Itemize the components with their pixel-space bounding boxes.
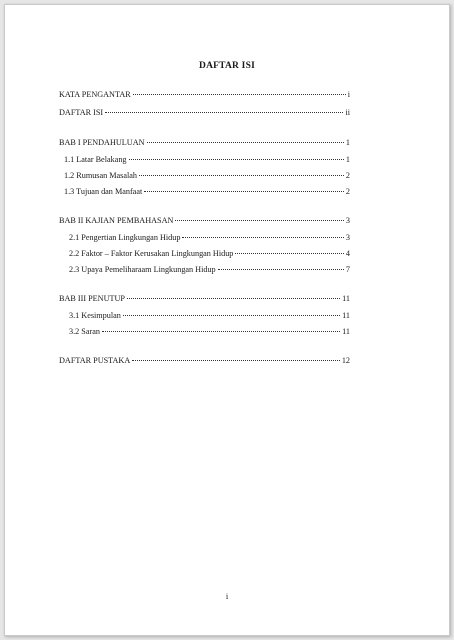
toc-entry-1-2 — [64, 171, 350, 181]
toc-entry-label: DAFTAR ISI — [59, 108, 104, 117]
toc-entry-daftar-pustaka — [59, 356, 350, 366]
toc-entry-2-3 — [69, 265, 350, 275]
toc-leader-dots — [127, 298, 340, 299]
page-number: i — [225, 591, 229, 601]
toc-entry-label: DAFTAR PUSTAKA — [59, 356, 131, 365]
toc-entry-page: 7 — [345, 265, 350, 274]
toc-entry-page: 2 — [345, 171, 350, 180]
toc-entry-page: 3 — [345, 216, 350, 225]
toc-entry-label: 1.2 Rumusan Masalah — [64, 171, 137, 180]
toc-entry-label: 2.1 Pengertian Lingkungan Hidup — [69, 233, 181, 242]
toc-entry-page: 11 — [342, 294, 350, 303]
document-page — [4, 4, 450, 636]
toc-entry-page: 11 — [342, 327, 350, 336]
toc-entry-page: ii — [345, 108, 350, 117]
toc-entry-label: 3.1 Kesimpulan — [69, 311, 121, 320]
toc-entry-bab-3 — [59, 294, 350, 304]
toc-entry-label: 1.3 Tujuan dan Manfaat — [64, 187, 143, 196]
toc-entry-3-2 — [69, 327, 350, 337]
page-title: DAFTAR ISI — [199, 61, 255, 71]
toc-entry-2-1 — [69, 233, 350, 243]
toc-entry-1-3 — [64, 187, 350, 197]
toc-entry-kata-pengantar — [59, 90, 350, 100]
toc-entry-3-1 — [69, 311, 350, 321]
toc-leader-dots — [147, 142, 344, 143]
toc-entry-page: 2 — [345, 187, 350, 196]
toc-entry-label: BAB I PENDAHULUAN — [59, 138, 145, 147]
toc-leader-dots — [235, 253, 344, 254]
toc-leader-dots — [105, 112, 343, 113]
toc-entry-label: 1.1 Latar Belakang — [64, 155, 127, 164]
toc-entry-label: BAB II KAJIAN PEMBAHASAN — [59, 216, 174, 225]
toc-leader-dots — [175, 220, 344, 221]
toc-leader-dots — [133, 94, 346, 95]
toc-entry-page: 3 — [345, 233, 350, 242]
toc-leader-dots — [129, 159, 344, 160]
toc-entry-1-1 — [64, 155, 350, 165]
toc-entry-label: KATA PENGANTAR — [59, 90, 131, 99]
toc-entry-label: 2.3 Upaya Pemeliharaam Lingkungan Hidup — [69, 265, 216, 274]
toc-entry-page: 12 — [341, 356, 350, 365]
toc-entry-page: 1 — [345, 138, 350, 147]
toc-leader-dots — [139, 175, 344, 176]
toc-entry-label: 3.2 Saran — [69, 327, 100, 336]
toc-entry-page: i — [347, 90, 350, 99]
toc-entry-2-2 — [69, 249, 350, 259]
toc-leader-dots — [132, 360, 340, 361]
toc-leader-dots — [144, 191, 344, 192]
toc-leader-dots — [182, 237, 343, 238]
toc-entry-bab-2 — [59, 216, 350, 226]
toc-entry-page: 11 — [342, 311, 350, 320]
toc-entry-bab-1 — [59, 138, 350, 148]
toc-entry-page: 4 — [345, 249, 350, 258]
toc-leader-dots — [123, 315, 340, 316]
toc-leader-dots — [102, 331, 340, 332]
toc-entry-label: 2.2 Faktor – Faktor Kerusakan Lingkungan Hidup — [69, 249, 234, 258]
toc-entry-label: BAB III PENUTUP — [59, 294, 125, 303]
toc-entry-page: 1 — [345, 155, 350, 164]
toc-entry-daftar-isi — [59, 108, 350, 118]
toc-leader-dots — [218, 269, 344, 270]
